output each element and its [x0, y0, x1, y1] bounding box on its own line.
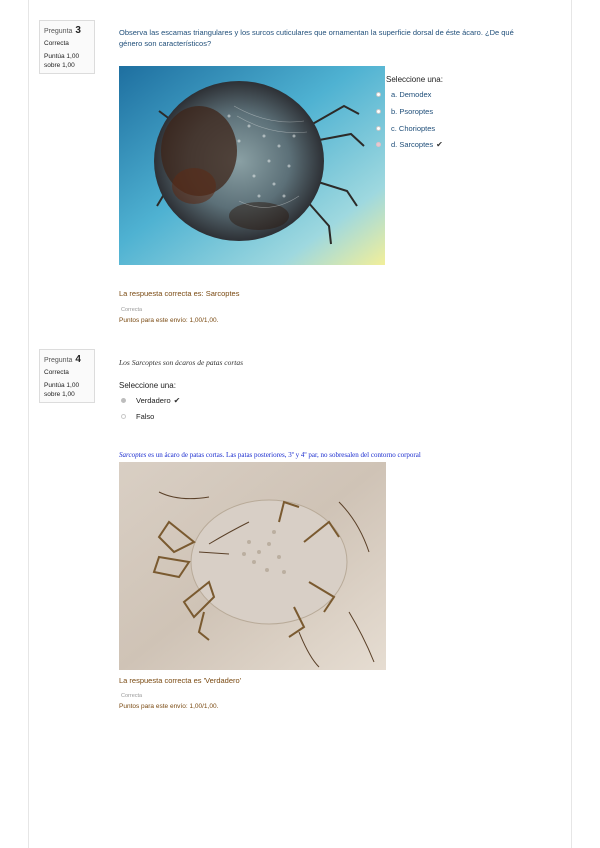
question-3-state: Correcta — [44, 40, 69, 47]
radio-button[interactable] — [376, 109, 381, 114]
option-b-psoroptes[interactable] — [376, 107, 433, 116]
question-3-text: Observa las escamas triangulares y los surcos cuticulares que ornamentan la superficie dorsal de éste ácaro. ¿De qué género son característicos? — [119, 28, 514, 48]
option-verdadero[interactable] — [121, 396, 180, 405]
radio-button[interactable] — [376, 126, 381, 131]
question-4-state: Correcta — [44, 369, 69, 376]
option-a-demodex[interactable] — [376, 90, 431, 99]
option-d-sarcoptes[interactable] — [376, 140, 443, 149]
radio-button[interactable] — [121, 414, 126, 419]
question-4-text: Los Sarcoptes son ácaros de patas cortas — [119, 358, 244, 367]
option-label: Verdadero — [136, 396, 171, 405]
checkmark-icon: ✔ — [173, 396, 181, 405]
option-label: Falso — [136, 412, 155, 421]
question-4-state-small: Correcta — [121, 693, 143, 699]
question-4-info — [39, 349, 95, 403]
option-c-chorioptes[interactable] — [376, 124, 435, 133]
question-3-grade: Puntúa 1,00 sobre 1,00 — [44, 53, 80, 69]
question-4-feedback: Sarcoptes es un ácaro de patas cortas. Las patas posteriores, 3º y 4º par, no sobresalen del contorno corporal — [119, 451, 421, 459]
question-3-state-small: Correcta — [121, 307, 143, 313]
question-3-number: Pregunta 3 — [44, 25, 81, 36]
question-4-number: Pregunta 4 — [44, 354, 81, 365]
sarcoptes-micrograph — [119, 462, 386, 670]
question-4-grade: Puntúa 1,00 sobre 1,00 — [44, 382, 80, 398]
question-4-right-answer: La respuesta correcta es 'Verdadero' — [119, 676, 242, 685]
option-falso[interactable] — [121, 412, 154, 421]
option-label: d. Sarcoptes — [391, 140, 434, 149]
question-3-prompt: Seleccione una: — [386, 75, 443, 84]
page-border-right — [571, 0, 572, 848]
question-3-right-answer: La respuesta correcta es: Sarcoptes — [119, 289, 240, 298]
page-border-left — [28, 0, 29, 848]
question-4-marks: Puntos para este envío: 1,00/1,00. — [119, 703, 219, 710]
option-label: c. Chorioptes — [391, 124, 436, 133]
question-3-marks: Puntos para este envío: 1,00/1,00. — [119, 317, 219, 324]
radio-button-selected[interactable] — [376, 142, 381, 147]
option-label: a. Demodex — [391, 90, 432, 99]
question-3-info — [39, 20, 95, 74]
question-4-prompt: Seleccione una: — [119, 381, 176, 390]
option-label: b. Psoroptes — [391, 107, 434, 116]
radio-button-selected[interactable] — [121, 398, 126, 403]
checkmark-icon: ✔ — [436, 140, 443, 149]
mite-dorsal-photo — [119, 66, 385, 265]
radio-button[interactable] — [376, 92, 381, 97]
